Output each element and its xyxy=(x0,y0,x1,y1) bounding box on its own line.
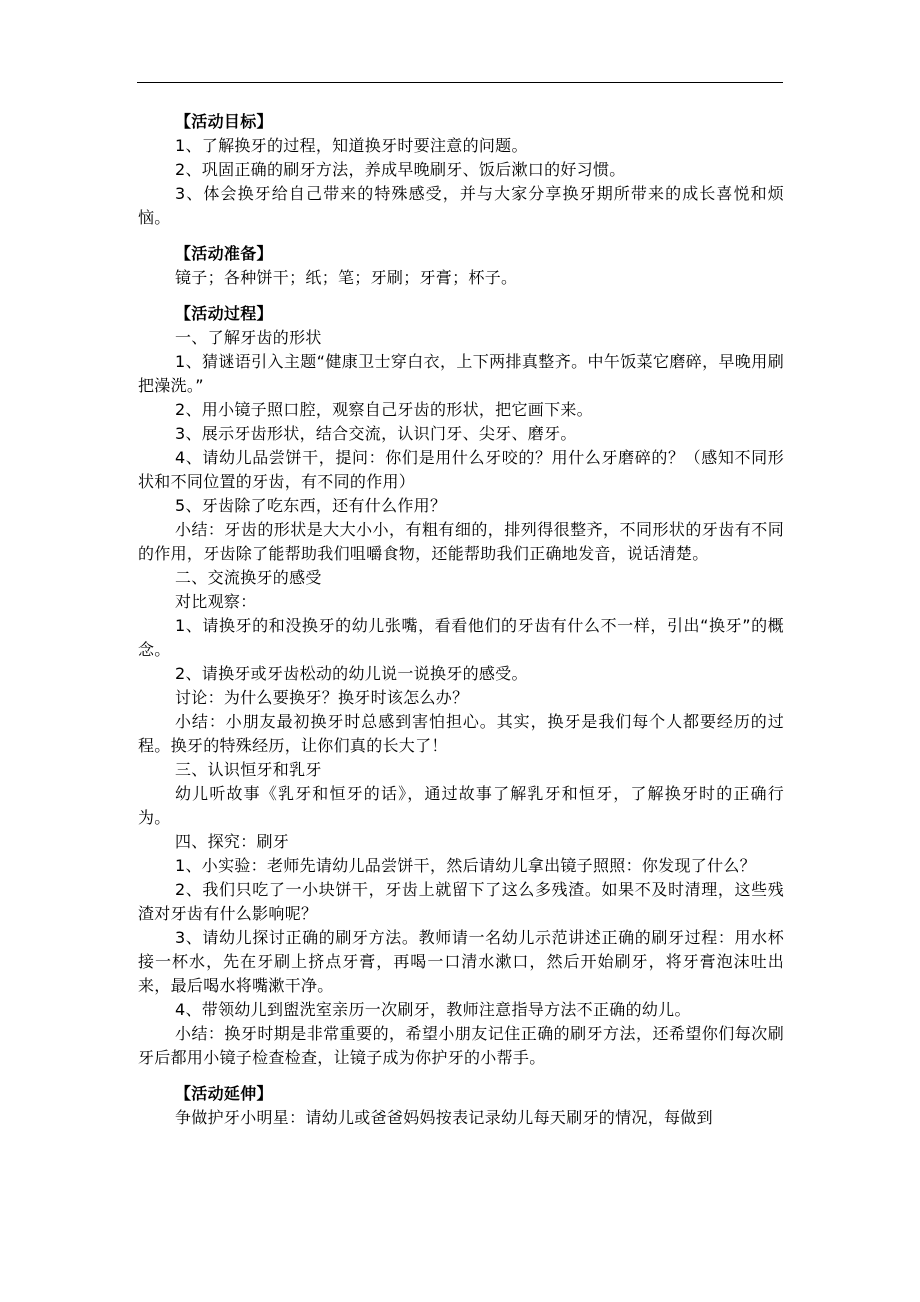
paragraph: 2、巩固正确的刷牙方法，养成早晚刷牙、饭后漱口的好习惯。 xyxy=(175,160,626,179)
paragraph: 3、体会换牙给自己带来的特殊感受，并与大家分享换牙期所带来的成长喜悦和烦恼。 xyxy=(138,184,784,227)
paragraph: 3、展示牙齿形状，结合交流，认识门牙、尖牙、磨牙。 xyxy=(175,424,577,443)
section-heading: 【活动延伸】 xyxy=(175,1084,273,1103)
paragraph: 镜子；各种饼干；纸；笔；牙刷；牙膏；杯子。 xyxy=(175,268,518,287)
section-prep xyxy=(138,242,784,290)
paragraph: 5、牙齿除了吃东西，还有什么作用？ xyxy=(175,496,447,515)
paragraph: 3、请幼儿探讨正确的刷牙方法。教师请一名幼儿示范讲述正确的刷牙过程：用水杯接一杯水，先在牙刷上挤点牙膏，再喝一口清水漱口，然后开始刷牙，将牙膏泡沫吐出来，最后喝水将嘴漱干净。 xyxy=(138,928,784,995)
section-heading: 【活动过程】 xyxy=(175,304,273,323)
paragraph: 4、请幼儿品尝饼干，提问：你们是用什么牙咬的？用什么牙磨碎的？（感知不同形状和不同位置的牙齿，有不同的作用） xyxy=(138,448,784,491)
section-heading: 【活动准备】 xyxy=(175,244,273,263)
header-rule xyxy=(137,82,783,83)
section-process xyxy=(138,302,784,1070)
paragraph: 2、用小镜子照口腔，观察自己牙齿的形状，把它画下来。 xyxy=(175,400,593,419)
paragraph: 小结：换牙时期是非常重要的，希望小朋友记住正确的刷牙方法，还希望你们每次刷牙后都用小镜子检查检查，让镜子成为你护牙的小帮手。 xyxy=(138,1024,784,1067)
paragraph: 1、小实验：老师先请幼儿品尝饼干，然后请幼儿拿出镜子照照：你发现了什么？ xyxy=(175,856,756,875)
paragraph: 幼儿听故事《乳牙和恒牙的话》，通过故事了解乳牙和恒牙，了解换牙时的正确行为。 xyxy=(138,784,784,827)
paragraph: 讨论：为什么要换牙？换牙时该怎么办？ xyxy=(175,688,469,707)
paragraph: 小结：小朋友最初换牙时总感到害怕担心。其实，换牙是我们每个人都要经历的过程。换牙的特殊经历，让你们真的长大了！ xyxy=(138,712,784,755)
paragraph: 1、了解换牙的过程，知道换牙时要注意的问题。 xyxy=(175,136,528,155)
paragraph: 对比观察： xyxy=(175,592,257,611)
section-goals xyxy=(138,110,784,230)
paragraph: 1、请换牙的和没换牙的幼儿张嘴，看看他们的牙齿有什么不一样，引出“换牙”的概念。 xyxy=(138,616,784,659)
section-extension xyxy=(138,1082,784,1130)
document-body xyxy=(138,110,784,1130)
paragraph: 1、猜谜语引入主题“健康卫士穿白衣，上下两排真整齐。中午饭菜它磨碎，早晚用刷把澡洗。” xyxy=(138,352,784,395)
paragraph: 争做护牙小明星：请幼儿或爸爸妈妈按表记录幼儿每天刷牙的情况，每做到 xyxy=(175,1108,713,1127)
paragraph: 4、带领幼儿到盥洗室亲历一次刷牙，教师注意指导方法不正确的幼儿。 xyxy=(175,1000,691,1019)
section-heading: 【活动目标】 xyxy=(175,112,273,131)
paragraph: 二、交流换牙的感受 xyxy=(175,568,322,587)
paragraph: 2、请换牙或牙齿松动的幼儿说一说换牙的感受。 xyxy=(175,664,528,683)
paragraph: 三、认识恒牙和乳牙 xyxy=(175,760,322,779)
paragraph: 四、探究：刷牙 xyxy=(175,832,290,851)
paragraph: 小结：牙齿的形状是大大小小，有粗有细的，排列得很整齐，不同形状的牙齿有不同的作用，牙齿除了能帮助我们咀嚼食物，还能帮助我们正确地发音，说话清楚。 xyxy=(138,520,784,563)
paragraph: 一、了解牙齿的形状 xyxy=(175,328,322,347)
paragraph: 2、我们只吃了一小块饼干，牙齿上就留下了这么多残渣。如果不及时清理，这些残渣对牙齿有什么影响呢？ xyxy=(138,880,784,923)
